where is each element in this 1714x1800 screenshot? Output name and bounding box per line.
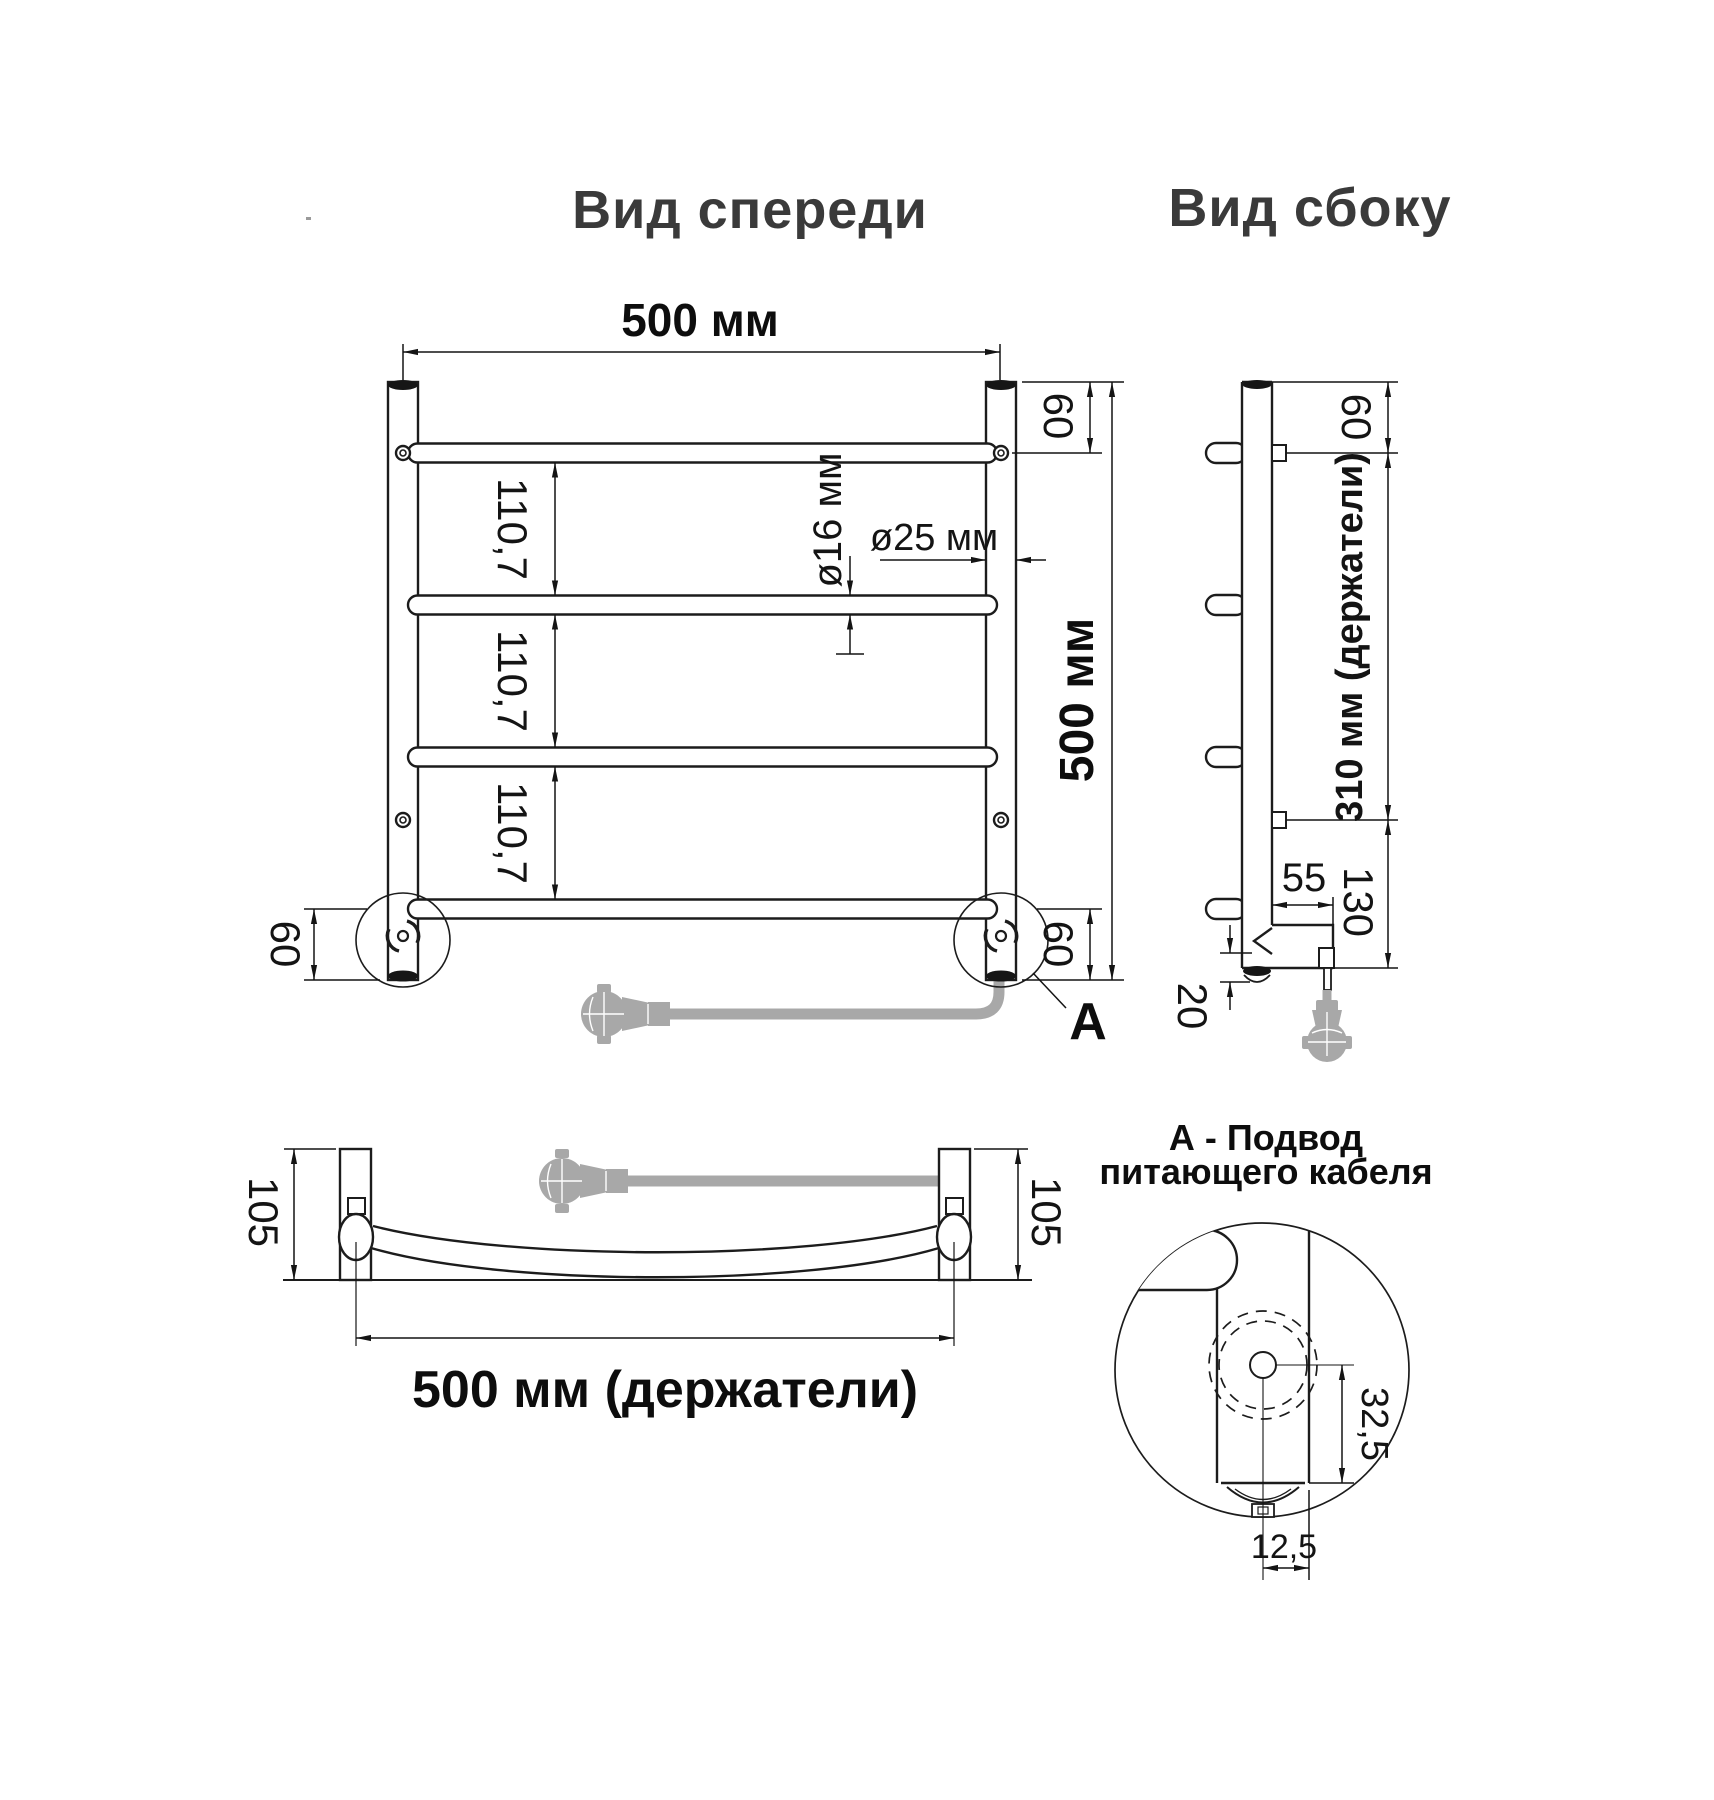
front-bottom-offset-left-dimension: 60 <box>262 920 309 968</box>
power-plug-side <box>1302 990 1352 1062</box>
detail-marker-label: А <box>1069 993 1107 1051</box>
bottom-holders-width-dimension: 500 мм (держатели) <box>411 1361 919 1419</box>
front-view-drawing <box>356 380 1048 1044</box>
bottom-holder-height-right-dimension: 105 <box>1023 1176 1070 1248</box>
power-plug-front <box>581 984 670 1044</box>
detail-view-title-line2: питающего кабеля <box>1099 1151 1433 1192</box>
power-cable-bottom <box>620 1181 952 1200</box>
detail-leader-line <box>1033 973 1066 1008</box>
front-view-title: Вид спереди <box>572 180 928 240</box>
side-bottom-height-dimension: 130 <box>1335 866 1382 938</box>
bottom-view-drawing <box>283 1149 1032 1280</box>
detail-vertical-offset-dimension: 32,5 <box>1353 1387 1395 1461</box>
front-height-dimension: 500 мм <box>1051 617 1104 783</box>
rail-spacing-dimension-3: 110,7 <box>489 782 536 884</box>
detail-horizontal-offset-dimension: 12,5 <box>1250 1528 1318 1566</box>
power-cable-front <box>660 978 999 1014</box>
front-top-offset-dimension: 60 <box>1035 392 1082 440</box>
wall-bracket <box>1272 445 1286 828</box>
side-depth-dimension: 55 <box>1281 856 1327 900</box>
holders-span-dimension: 310 мм (держатели) <box>1329 452 1371 822</box>
detail-view-drawing <box>1090 1222 1409 1517</box>
side-cap-offset-dimension: 20 <box>1169 982 1216 1030</box>
rail-diameter-dimension: ø16 мм <box>806 452 850 588</box>
side-top-offset-dimension: 60 <box>1333 393 1380 441</box>
side-view-title: Вид сбоку <box>1168 178 1452 238</box>
bottom-holder-height-left-dimension: 105 <box>240 1176 287 1248</box>
post-diameter-dimension: ø25 мм <box>869 517 999 559</box>
swivel-icon <box>387 921 1016 951</box>
rail-spacing-dimension-2: 110,7 <box>489 630 536 732</box>
power-plug-bottom <box>539 1149 628 1213</box>
screw-icon <box>396 446 1008 827</box>
front-width-dimension: 500 мм <box>621 294 779 346</box>
rail-spacing-dimension-1: 110,7 <box>489 478 536 580</box>
print-speck <box>306 217 311 220</box>
front-bottom-offset-right-dimension: 60 <box>1035 920 1082 968</box>
detail-view-title-line1: А - Подвод <box>1168 1117 1364 1158</box>
